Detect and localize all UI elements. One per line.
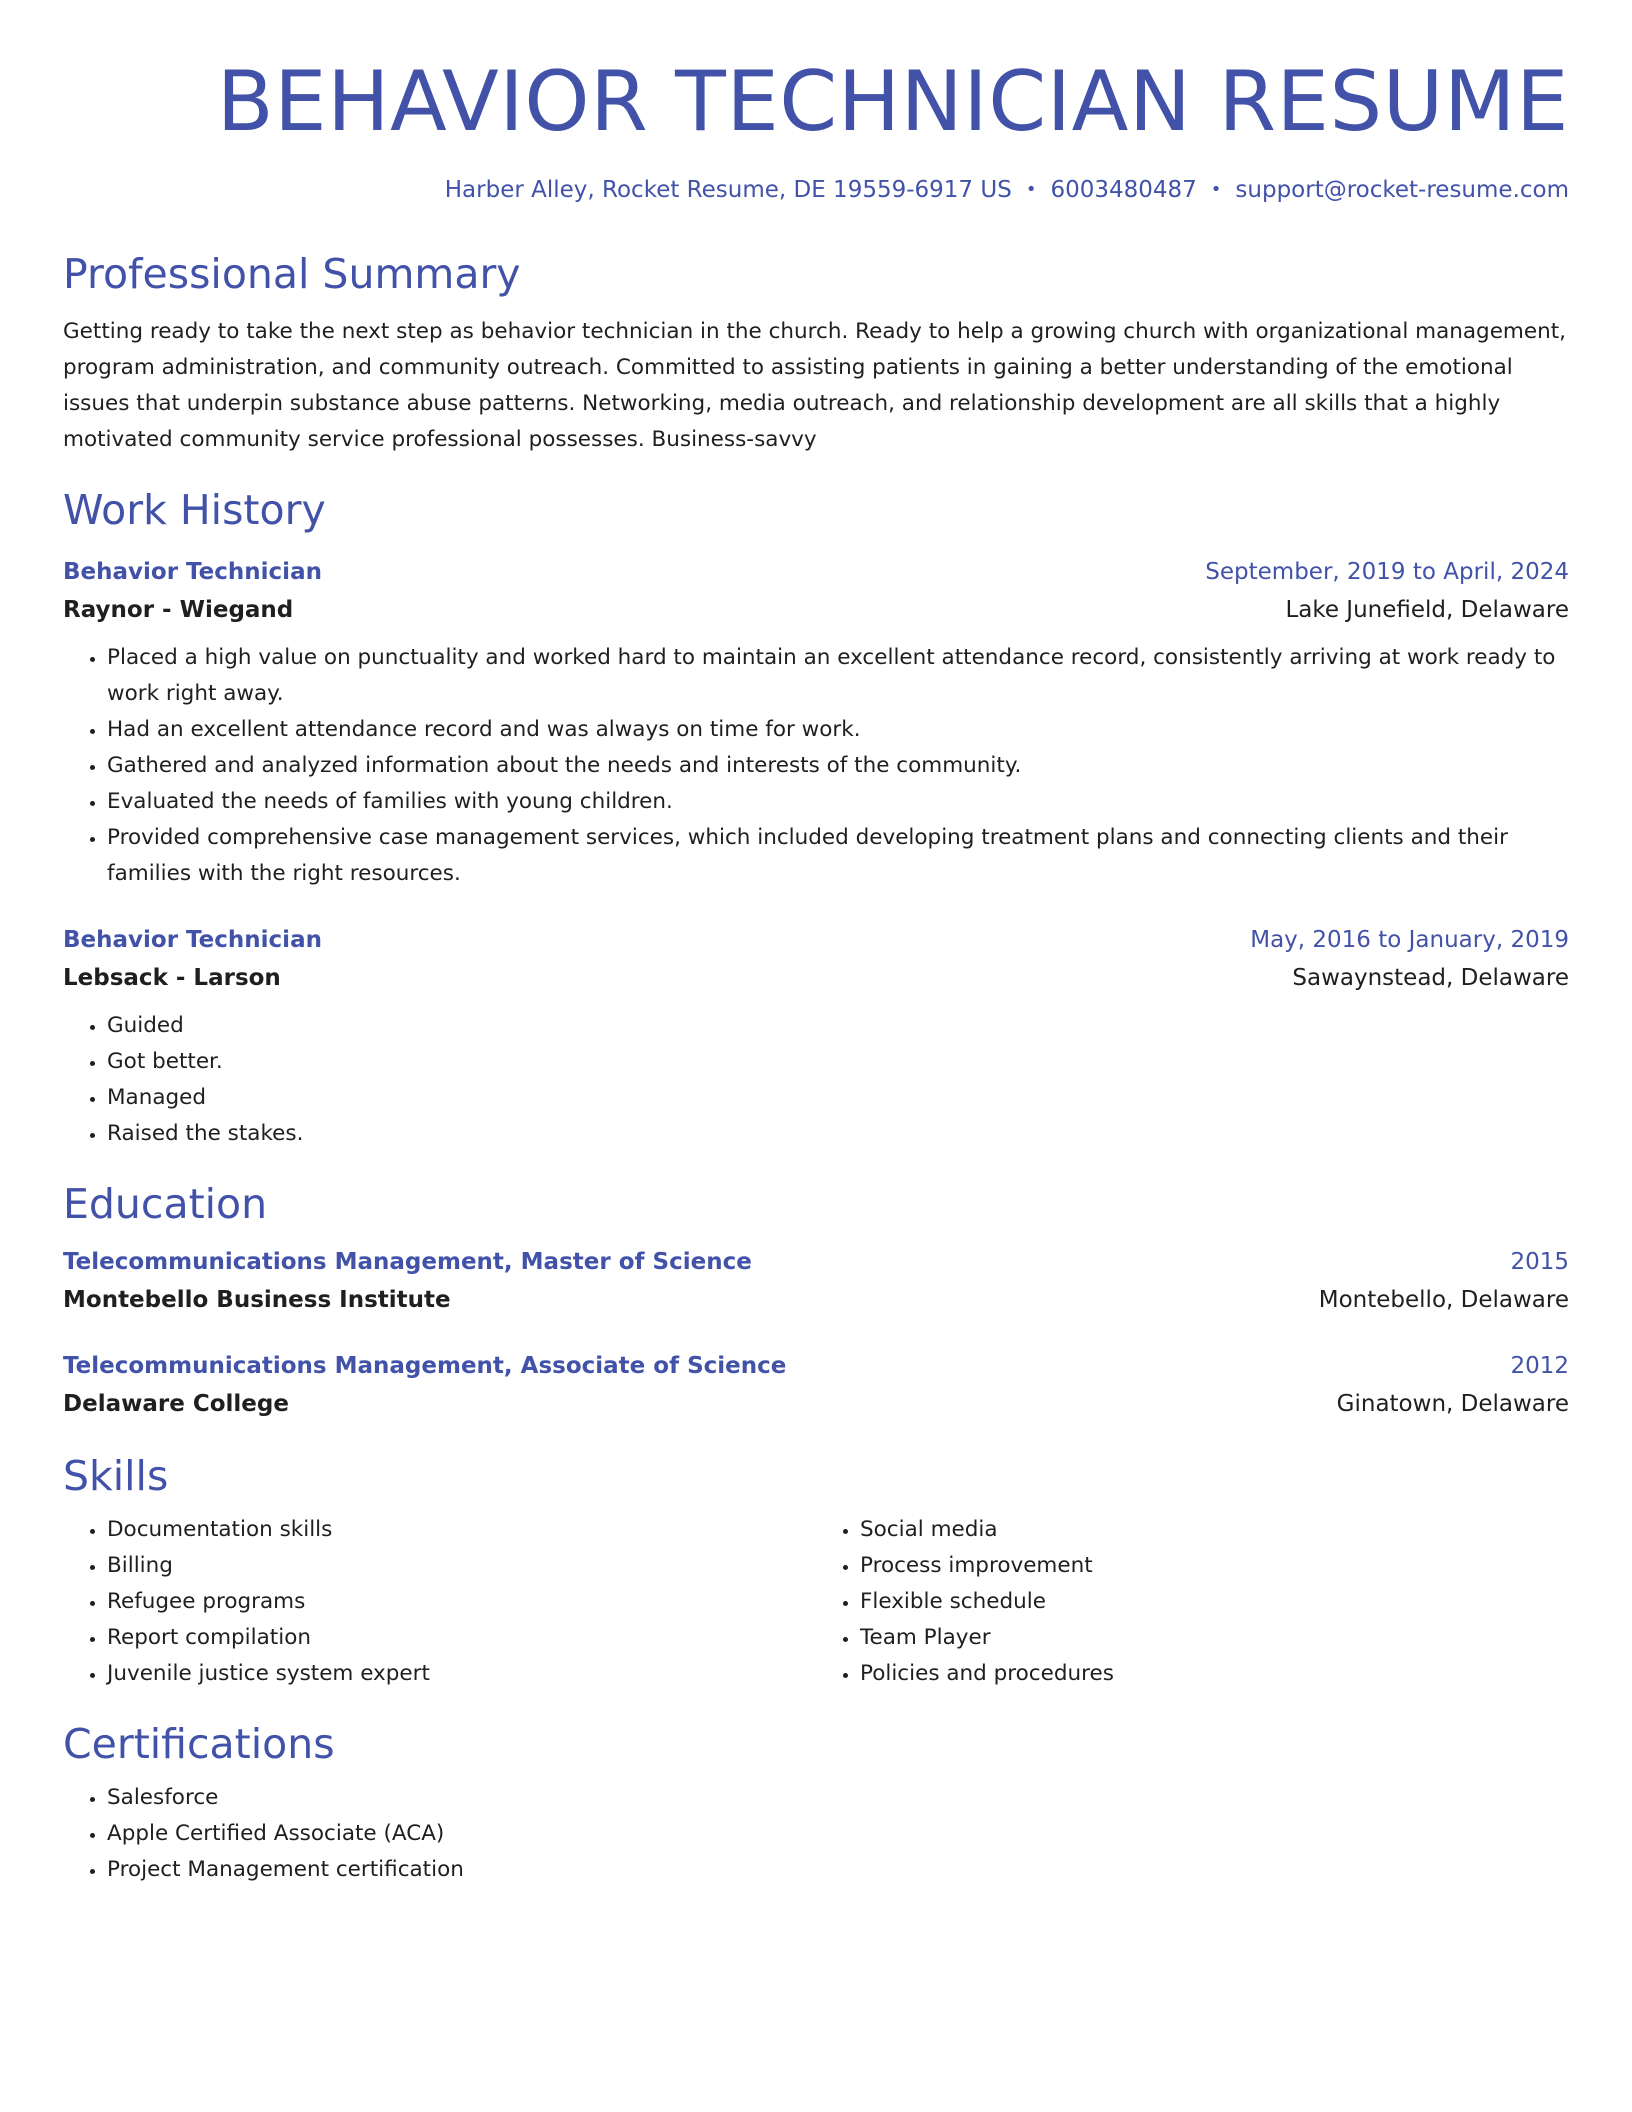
- list-item: • Report compilation: [107, 1620, 816, 1656]
- section-title-education: Education: [63, 1180, 268, 1228]
- list-item: • Provided comprehensive case management services, which included developing treatment plans and connecting clients and their families with the right resources.: [107, 820, 1569, 892]
- certifications-list: [63, 1780, 1569, 1888]
- contact-separator: •: [1210, 179, 1222, 200]
- section-title-skills: Skills: [63, 1452, 169, 1500]
- education-location: Ginatown, Delaware: [1336, 1391, 1569, 1417]
- section-skills: [63, 1450, 1569, 1692]
- list-item: • Process improvement: [860, 1548, 1569, 1584]
- job-location: Sawaynstead, Delaware: [1292, 965, 1569, 991]
- list-item: • Billing: [107, 1548, 816, 1584]
- section-education: [63, 1178, 1569, 1424]
- list-item: • Managed: [107, 1080, 1569, 1116]
- education-degree: Telecommunications Management, Master of Science: [63, 1249, 752, 1275]
- list-item: • Juvenile justice system expert: [107, 1656, 816, 1692]
- list-item: • Refugee programs: [107, 1584, 816, 1620]
- list-item: • Policies and procedures: [860, 1656, 1569, 1692]
- contact-email[interactable]: support@rocket-resume.com: [1235, 177, 1569, 203]
- contact-line: [63, 174, 1569, 208]
- section-title-summary: Professional Summary: [63, 250, 521, 298]
- job-dates: May, 2016 to January, 2019: [1250, 927, 1569, 953]
- section-title-certifications: Certifications: [63, 1720, 335, 1768]
- education-year: 2015: [1510, 1249, 1569, 1275]
- skills-list-right: [816, 1512, 1569, 1692]
- job-role: Behavior Technician: [63, 559, 322, 585]
- list-item: • Got better.: [107, 1044, 1569, 1080]
- job-role: Behavior Technician: [63, 927, 322, 953]
- list-item: • Evaluated the needs of families with young children.: [107, 784, 1569, 820]
- education-location: Montebello, Delaware: [1318, 1287, 1569, 1313]
- list-item: • Guided: [107, 1008, 1569, 1044]
- skills-list-left: [63, 1512, 816, 1692]
- education-school: Montebello Business Institute: [63, 1287, 451, 1313]
- job-bullets: [63, 1008, 1569, 1152]
- skills-grid: [63, 1512, 1569, 1692]
- contact-phone: 6003480487: [1050, 177, 1197, 203]
- list-item: • Documentation skills: [107, 1512, 816, 1548]
- list-item: • Flexible schedule: [860, 1584, 1569, 1620]
- summary-text: Getting ready to take the next step as behavior technician in the church. Ready to help a growing church with organizational management, program administration, and community outreach. Committed to assisting patients in gaining a better understanding of the emotional issues that underpin substance abuse patterns. Networking, media outreach, and relationship development are all skills that a highly motivated community service professional possesses. Business-savvy: [63, 319, 1566, 452]
- job-location: Lake Junefield, Delaware: [1285, 597, 1569, 623]
- job-entry: [63, 922, 1569, 1152]
- list-item: • Placed a high value on punctuality and worked hard to maintain an excellent attendance record, consistently arriving at work ready to work right away.: [107, 640, 1569, 712]
- job-company: Raynor - Wiegand: [63, 597, 294, 623]
- job-bullets: [63, 640, 1569, 892]
- job-entry: [63, 554, 1569, 892]
- contact-separator: •: [1025, 179, 1037, 200]
- list-item: • Raised the stakes.: [107, 1116, 1569, 1152]
- list-item: • Team Player: [860, 1620, 1569, 1656]
- education-year: 2012: [1510, 1353, 1569, 1379]
- education-entry: [63, 1244, 1569, 1320]
- resume-title: BEHAVIOR TECHNICIAN RESUME: [216, 53, 1569, 150]
- resume-header: [63, 0, 1569, 208]
- education-entry: [63, 1348, 1569, 1424]
- education-school: Delaware College: [63, 1391, 289, 1417]
- section-work-history: [63, 484, 1569, 1152]
- job-dates: September, 2019 to April, 2024: [1205, 559, 1569, 585]
- job-company: Lebsack - Larson: [63, 965, 281, 991]
- education-degree: Telecommunications Management, Associate of Science: [63, 1353, 787, 1379]
- list-item: • Project Management certification: [107, 1852, 1569, 1888]
- list-item: • Gathered and analyzed information about the needs and interests of the community.: [107, 748, 1569, 784]
- contact-address: Harber Alley, Rocket Resume, DE 19559-6917 US: [444, 177, 1012, 203]
- list-item: • Had an excellent attendance record and was always on time for work.: [107, 712, 1569, 748]
- section-title-work-history: Work History: [63, 486, 326, 534]
- section-certifications: [63, 1718, 1569, 1888]
- list-item: • Social media: [860, 1512, 1569, 1548]
- list-item: • Salesforce: [107, 1780, 1569, 1816]
- list-item: • Apple Certified Associate (ACA): [107, 1816, 1569, 1852]
